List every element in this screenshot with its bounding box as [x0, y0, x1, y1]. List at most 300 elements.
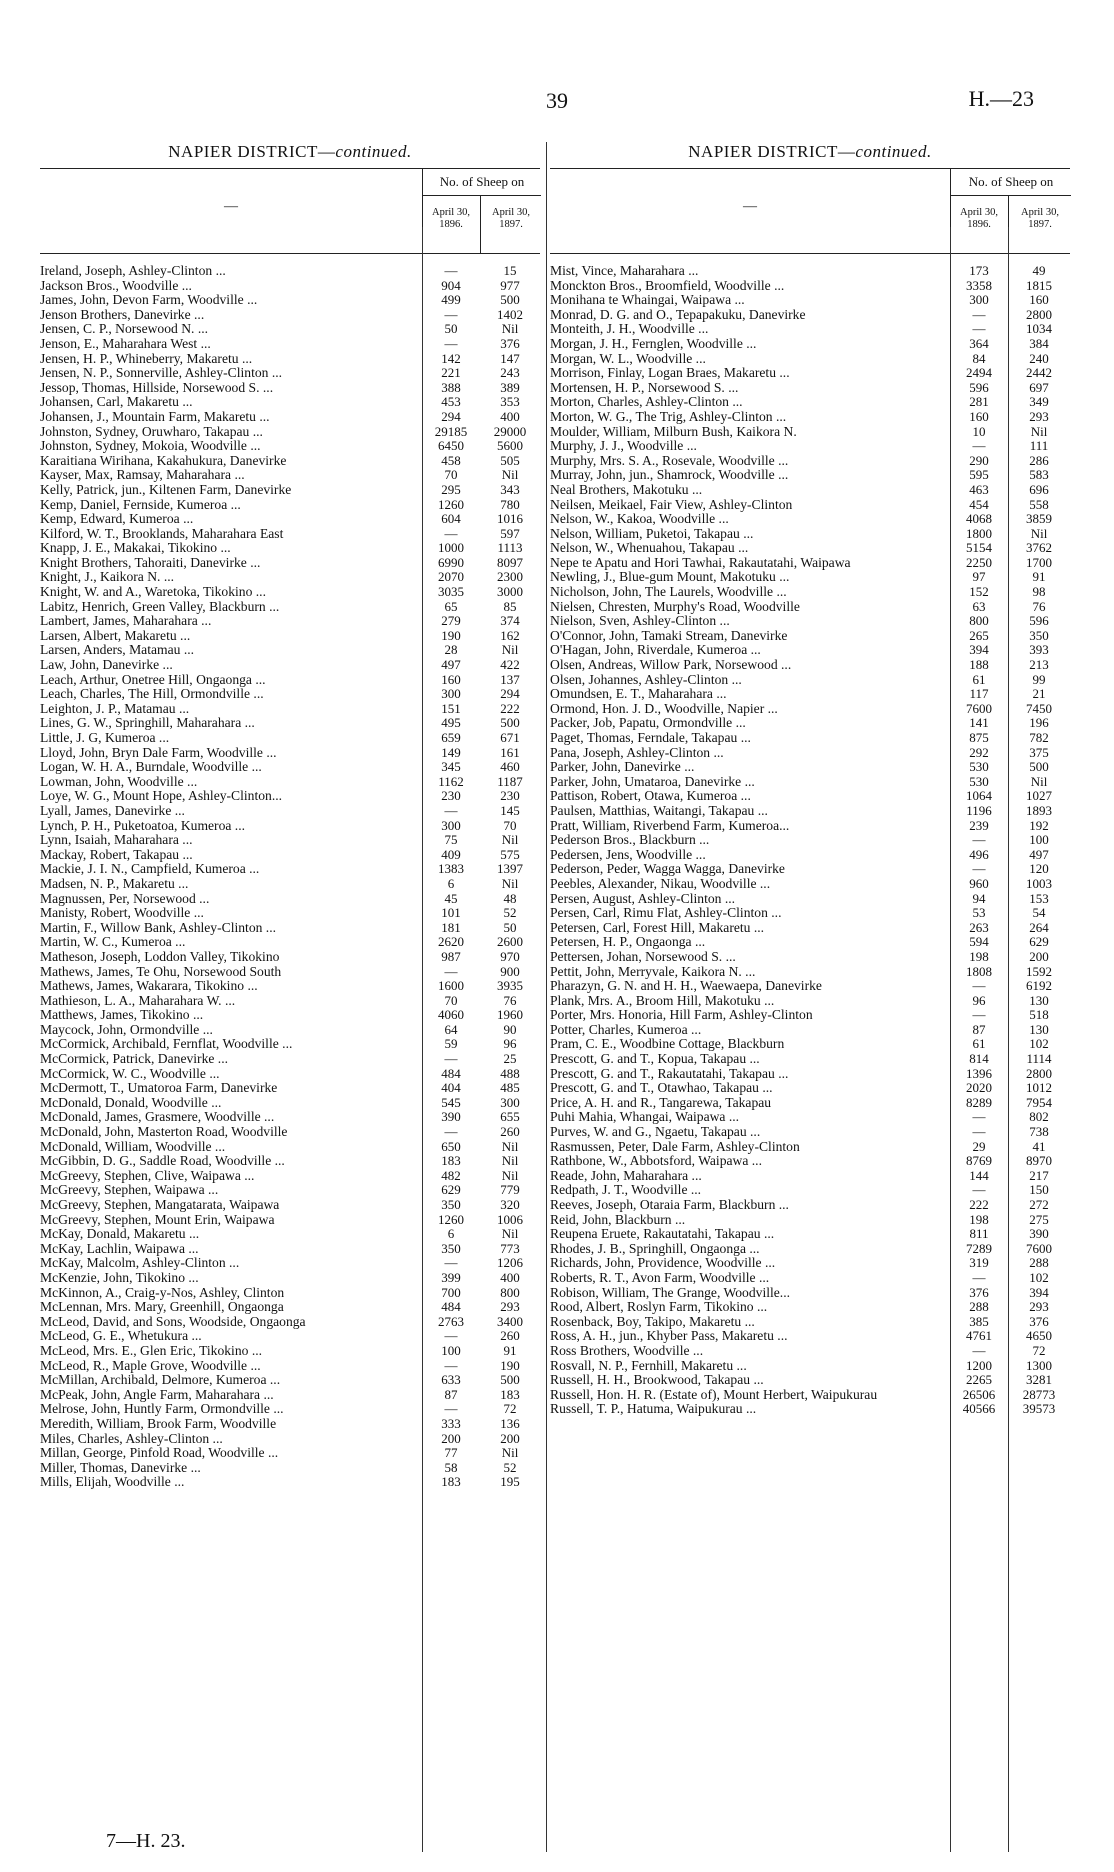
row-value-1897: Nil: [1030, 525, 1048, 541]
row-value-1897: 376: [500, 335, 520, 351]
row-name: Rasmussen, Peter, Dale Farm, Ashley-Clinton: [550, 1139, 800, 1154]
row-value-1896: 2020: [966, 1080, 992, 1096]
row-value-1896: 29185: [434, 423, 468, 439]
table-row: [40, 410, 540, 425]
table-row: [550, 789, 1070, 804]
footnote: 7—H. 23.: [106, 1830, 186, 1852]
row-name: Pram, C. E., Woodbine Cottage, Blackburn: [550, 1037, 785, 1052]
row-value-1896: 8289: [966, 1094, 992, 1110]
row-value-1897: 2800: [1026, 1065, 1052, 1081]
row-name: Kemp, Daniel, Fernside, Kumeroa ...: [40, 497, 241, 512]
row-value-1897: 422: [500, 657, 520, 673]
table-row: [550, 1067, 1070, 1082]
row-name: Meredith, William, Brook Farm, Woodville: [40, 1416, 277, 1431]
table-row: [40, 395, 540, 410]
row-name: McLennan, Mrs. Mary, Greenhill, Ongaonga: [40, 1300, 284, 1315]
row-name: Johnston, Sydney, Mokoia, Woodville ...: [40, 439, 261, 454]
table-row: [40, 1286, 540, 1301]
row-name: Manisty, Robert, Woodville ...: [40, 906, 204, 921]
row-value-1897: 800: [500, 1284, 520, 1300]
row-value-1897: 52: [503, 1459, 517, 1475]
row-value-1896: 141: [969, 715, 989, 731]
row-value-1896: 333: [441, 1415, 461, 1431]
table-row: [550, 950, 1070, 965]
row-value-1897: 8097: [497, 554, 523, 570]
table-row: [40, 935, 540, 950]
row-value-1896: 10: [972, 423, 986, 439]
table-row: [550, 1037, 1070, 1052]
row-value-1896: 53: [972, 905, 986, 921]
table-row: [40, 1125, 540, 1140]
row-value-1897: 7600: [1026, 1240, 1052, 1256]
row-name: Ross Brothers, Woodville ...: [550, 1343, 704, 1358]
row-value-1897: 102: [1029, 1269, 1049, 1285]
row-name: McCormick, Archibald, Fernflat, Woodville ...: [40, 1037, 293, 1052]
row-name: Redpath, J. T., Woodville ...: [550, 1183, 702, 1198]
row-value-1897: 91: [1032, 569, 1046, 585]
row-value-1896: 454: [969, 496, 989, 512]
row-name: Knight, W. and A., Waretoka, Tikokino ...: [40, 585, 266, 600]
row-value-1897: 597: [500, 525, 520, 541]
table-row: [40, 541, 540, 556]
row-value-1896: 399: [441, 1269, 461, 1285]
table-row: [550, 468, 1070, 483]
row-value-1897: 183: [500, 1386, 520, 1402]
row-value-1897: 195: [500, 1474, 520, 1490]
row-value-1897: 4650: [1026, 1328, 1052, 1344]
table-row: [40, 1008, 540, 1023]
row-value-1897: 1006: [497, 1211, 523, 1227]
row-value-1896: 1260: [438, 496, 464, 512]
row-name: Nielsen, Chresten, Murphy's Road, Woodville: [550, 599, 800, 614]
row-value-1896: 1800: [966, 525, 992, 541]
table-row: [550, 366, 1070, 381]
row-value-1896: 70: [444, 992, 458, 1008]
right-year2: April 30, 1897.: [1008, 196, 1071, 253]
row-value-1896: 814: [969, 1051, 989, 1067]
row-name: Pana, Joseph, Ashley-Clinton ...: [550, 745, 724, 760]
table-row: [550, 381, 1070, 396]
row-value-1896: —: [972, 1342, 986, 1358]
row-value-1896: —: [444, 1255, 458, 1271]
row-name: Persen, Carl, Rimu Flat, Ashley-Clinton ...: [550, 906, 782, 921]
row-value-1897: 3762: [1026, 540, 1052, 556]
table-row: [40, 848, 540, 863]
row-value-1896: 279: [441, 613, 461, 629]
table-row: [40, 468, 540, 483]
table-row: [40, 1329, 540, 1344]
row-name: Johansen, J., Mountain Farm, Makaretu ...: [40, 409, 270, 424]
row-name: Miller, Thomas, Danevirke ...: [40, 1460, 201, 1475]
row-value-1896: 811: [969, 1226, 989, 1242]
row-value-1896: 2250: [966, 554, 992, 570]
row-name: McDonald, William, Woodville ...: [40, 1139, 226, 1154]
row-value-1897: 150: [1029, 1182, 1049, 1198]
row-value-1896: 292: [969, 744, 989, 760]
row-value-1896: 629: [441, 1182, 461, 1198]
row-value-1896: 496: [969, 846, 989, 862]
table-row: [550, 1198, 1070, 1213]
table-row: [40, 1446, 540, 1461]
row-name: McKay, Malcolm, Ashley-Clinton ...: [40, 1256, 240, 1271]
row-name: Packer, Job, Papatu, Ormondville ...: [550, 716, 746, 731]
row-name: McKenzie, John, Tikokino ...: [40, 1270, 199, 1285]
row-value-1896: 200: [441, 1430, 461, 1446]
row-value-1896: —: [972, 438, 986, 454]
row-value-1896: 319: [969, 1255, 989, 1271]
row-value-1896: 198: [969, 948, 989, 964]
row-name: Madsen, N. P., Makaretu ...: [40, 876, 189, 891]
table-row: [40, 833, 540, 848]
row-name: Jenson, E., Maharahara West ...: [40, 336, 211, 351]
table-row: [550, 1052, 1070, 1067]
row-name: McLeod, G. E., Whetukura ...: [40, 1329, 202, 1344]
table-row: [550, 1271, 1070, 1286]
table-row: [550, 1169, 1070, 1184]
row-value-1897: 54: [1032, 905, 1046, 921]
table-row: [550, 527, 1070, 542]
table-row: [40, 1023, 540, 1038]
row-value-1896: 63: [972, 598, 986, 614]
row-name: McKay, Lachlin, Waipawa ...: [40, 1241, 199, 1256]
row-name: Omundsen, E. T., Maharahara ...: [550, 687, 727, 702]
table-row: [550, 425, 1070, 440]
row-name: Persen, August, Ashley-Clinton ...: [550, 891, 736, 906]
row-value-1896: 7289: [966, 1240, 992, 1256]
row-value-1896: 6: [447, 1226, 455, 1242]
table-row: [550, 1140, 1070, 1155]
row-value-1897: 697: [1029, 379, 1049, 395]
table-row: [550, 541, 1070, 556]
row-name: Knapp, J. E., Makakai, Tikokino ...: [40, 541, 231, 556]
row-name: Rosvall, N. P., Fernhill, Makaretu ...: [550, 1358, 747, 1373]
table-row: [40, 527, 540, 542]
row-name: Mathieson, L. A., Maharahara W. ...: [40, 993, 236, 1008]
row-value-1896: 263: [969, 919, 989, 935]
row-name: McLeod, David, and Sons, Woodside, Ongaonga: [40, 1314, 306, 1329]
table-row: [40, 658, 540, 673]
left-year1: April 30, 1896.: [432, 207, 470, 230]
row-name: Pattison, Robert, Otawa, Kumeroa ...: [550, 789, 751, 804]
row-name: Paget, Thomas, Ferndale, Takapau ...: [550, 731, 751, 745]
row-name: Jackson Bros., Woodville ...: [40, 278, 192, 293]
row-name: Reupena Eruete, Rakautatahi, Takapau ...: [550, 1227, 775, 1242]
row-name: Labitz, Henrich, Green Valley, Blackburn ...: [40, 599, 280, 614]
row-value-1897: 500: [500, 715, 520, 731]
table-row: [40, 1067, 540, 1082]
row-value-1896: 29: [972, 1138, 986, 1154]
row-value-1896: 6450: [438, 438, 464, 454]
row-value-1897: 160: [1029, 292, 1049, 308]
row-value-1897: 655: [500, 1109, 520, 1125]
row-name: Monteith, J. H., Woodville ...: [550, 322, 709, 337]
table-row: [40, 352, 540, 367]
row-name: Reeves, Joseph, Otaraia Farm, Blackburn ...: [550, 1198, 789, 1212]
row-value-1896: 101: [441, 905, 461, 921]
row-value-1897: 91: [503, 1342, 517, 1358]
table-row: [40, 1315, 540, 1330]
row-value-1896: —: [444, 1357, 458, 1373]
row-value-1897: 343: [500, 481, 520, 497]
row-value-1896: 75: [444, 832, 458, 848]
row-name: Johnston, Sydney, Oruwharo, Takapau ...: [40, 424, 263, 439]
row-name: Petersen, Carl, Forest Hill, Makaretu ...: [550, 920, 765, 935]
row-value-1896: 1383: [438, 861, 464, 877]
row-name: McGibbin, D. G., Saddle Road, Woodville ...: [40, 1154, 285, 1169]
row-name: Kemp, Edward, Kumeroa ...: [40, 512, 194, 527]
table-row: [550, 1213, 1070, 1228]
row-value-1896: 100: [441, 1342, 461, 1358]
row-name: Porter, Mrs. Honoria, Hill Farm, Ashley-Clinton: [550, 1008, 813, 1023]
row-value-1896: 97: [972, 569, 986, 585]
left-heading: [40, 142, 540, 164]
table-row: [550, 804, 1070, 819]
table-row: [550, 629, 1070, 644]
row-value-1896: —: [444, 1328, 458, 1344]
row-name: Lambert, James, Maharahara ...: [40, 614, 212, 629]
table-row: [550, 410, 1070, 425]
table-row: [40, 1271, 540, 1286]
row-name: McGreevy, Stephen, Waipawa ...: [40, 1183, 219, 1198]
row-value-1896: 117: [969, 686, 989, 702]
right-table-header: [550, 168, 1070, 254]
row-value-1896: —: [972, 832, 986, 848]
row-value-1896: 2265: [966, 1372, 992, 1388]
row-value-1896: 495: [441, 715, 461, 731]
row-name: Ireland, Joseph, Ashley-Clinton ...: [40, 264, 226, 278]
row-value-1896: 5154: [966, 540, 992, 556]
row-value-1896: —: [972, 1007, 986, 1023]
row-value-1896: 1196: [966, 802, 992, 818]
row-value-1897: 1815: [1026, 277, 1052, 293]
row-value-1896: —: [972, 1109, 986, 1125]
row-value-1897: 98: [1032, 584, 1046, 600]
table-row: [550, 1110, 1070, 1125]
row-value-1896: 404: [441, 1080, 461, 1096]
row-value-1896: 960: [969, 875, 989, 891]
row-name: Ormond, Hon. J. D., Woodville, Napier ...: [550, 701, 778, 716]
table-row: [40, 1169, 540, 1184]
table-row: [550, 1081, 1070, 1096]
row-value-1896: 350: [441, 1197, 461, 1212]
row-value-1897: 3935: [497, 978, 523, 994]
row-value-1897: 15: [503, 263, 517, 278]
table-row: [40, 498, 540, 513]
table-row: [550, 716, 1070, 731]
table-row: [40, 1052, 540, 1067]
row-name: Russell, H. H., Brookwood, Takapau ...: [550, 1373, 764, 1388]
row-value-1896: 173: [969, 263, 989, 278]
row-name: Nepe te Apatu and Hori Tawhai, Rakautatahi, Waipawa: [550, 555, 851, 570]
row-name: Mills, Elijah, Woodville ...: [40, 1475, 185, 1490]
row-value-1896: 4068: [966, 511, 992, 527]
row-value-1896: 595: [969, 467, 989, 483]
row-name: McDonald, James, Grasmere, Woodville ...: [40, 1110, 275, 1125]
table-row: [40, 1417, 540, 1432]
row-name: Morton, W. G., The Trig, Ashley-Clinton ...: [550, 409, 787, 424]
row-value-1896: 4761: [966, 1328, 992, 1344]
row-name: McKay, Donald, Makaretu ...: [40, 1227, 200, 1242]
row-value-1897: 7954: [1026, 1094, 1052, 1110]
row-value-1896: 281: [969, 394, 989, 410]
table-row: [40, 950, 540, 965]
table-row: [40, 1256, 540, 1271]
row-name: Russell, T. P., Hatuma, Waipukurau ...: [550, 1402, 757, 1417]
table-row: [550, 600, 1070, 615]
table-row: [550, 1344, 1070, 1359]
table-row: [550, 279, 1070, 294]
row-name: McMillan, Archibald, Delmore, Kumeroa ...: [40, 1373, 281, 1388]
table-row: [550, 1256, 1070, 1271]
row-value-1897: 190: [500, 1357, 520, 1373]
row-value-1897: 1960: [497, 1007, 523, 1023]
row-value-1896: 364: [969, 335, 989, 351]
row-value-1897: 222: [500, 700, 520, 716]
table-row: [550, 395, 1070, 410]
table-row: [550, 965, 1070, 980]
row-value-1896: 800: [969, 613, 989, 629]
row-name: Morrison, Finlay, Logan Braes, Makaretu ...: [550, 366, 790, 381]
row-name: Murray, John, jun., Shamrock, Woodville ...: [550, 468, 789, 483]
table-row: [550, 1125, 1070, 1140]
row-value-1897: 376: [1029, 1313, 1049, 1329]
table-row: [40, 279, 540, 294]
table-row: [40, 994, 540, 1009]
row-value-1896: 2070: [438, 569, 464, 585]
table-row: [550, 1315, 1070, 1330]
row-value-1897: 137: [500, 671, 520, 687]
row-value-1897: 76: [1032, 598, 1046, 614]
table-row: [40, 1037, 540, 1052]
row-value-1897: 802: [1029, 1109, 1049, 1125]
row-value-1897: 400: [500, 408, 520, 424]
row-name: Morgan, W. L., Woodville ...: [550, 351, 706, 366]
row-value-1897: 5600: [497, 438, 523, 454]
row-value-1896: 8769: [966, 1153, 992, 1169]
table-row: [40, 804, 540, 819]
row-value-1896: 94: [972, 890, 986, 906]
table-row: [40, 1242, 540, 1257]
row-value-1897: 583: [1029, 467, 1049, 483]
row-name: Prescott, G. and T., Kopua, Takapau ...: [550, 1052, 760, 1067]
row-value-1896: 87: [972, 1021, 986, 1037]
row-value-1896: 350: [441, 1240, 461, 1256]
row-name: Lines, G. W., Springhill, Maharahara ...: [40, 716, 255, 731]
row-name: Moulder, William, Milburn Bush, Kaikora N.: [550, 424, 797, 439]
table-row: [550, 731, 1070, 746]
row-name: McDonald, Donald, Woodville ...: [40, 1095, 222, 1110]
row-name: McGreevy, Stephen, Mount Erin, Waipawa: [40, 1212, 275, 1227]
row-value-1896: —: [444, 1124, 458, 1140]
row-value-1897: Nil: [501, 1167, 519, 1183]
row-value-1896: 70: [444, 467, 458, 483]
row-name: Pedersen, Jens, Woodville ...: [550, 847, 706, 862]
row-name: Reade, John, Maharahara ...: [550, 1168, 702, 1183]
row-value-1897: Nil: [501, 642, 519, 658]
row-value-1897: Nil: [1030, 773, 1048, 789]
row-value-1896: 484: [441, 1065, 461, 1081]
row-value-1896: 1064: [966, 788, 992, 804]
row-name: Parker, John, Umataroa, Danevirke ...: [550, 774, 755, 789]
table-row: [40, 1213, 540, 1228]
row-value-1896: 149: [441, 744, 461, 760]
row-value-1896: 1200: [966, 1357, 992, 1373]
row-name: Lowman, John, Woodville ...: [40, 774, 198, 789]
row-value-1896: 458: [441, 452, 461, 468]
row-value-1897: 3400: [497, 1313, 523, 1329]
row-value-1897: 260: [500, 1328, 520, 1344]
row-value-1897: 145: [500, 802, 520, 818]
row-name: Purves, W. and G., Ngaetu, Takapau ...: [550, 1125, 761, 1140]
row-value-1897: 28773: [1022, 1386, 1056, 1402]
row-name: McKinnon, A., Craig-y-Nos, Ashley, Clinton: [40, 1285, 285, 1300]
row-name: Matheson, Joseph, Loddon Valley, Tikokino: [40, 949, 280, 964]
table-row: [40, 629, 540, 644]
row-name: O'Hagan, John, Riverdale, Kumeroa ...: [550, 643, 761, 658]
row-value-1896: 181: [441, 919, 461, 935]
row-name: Law, John, Danevirke ...: [40, 658, 173, 673]
row-name: Jensen, N. P., Sonnerville, Ashley-Clinton ...: [40, 366, 283, 381]
row-name: Mackie, J. I. N., Campfield, Kumeroa ...: [40, 862, 260, 877]
row-value-1896: 221: [441, 365, 461, 381]
row-value-1897: 779: [500, 1182, 520, 1198]
table-row: [40, 643, 540, 658]
row-name: Monckton Bros., Broomfield, Woodville ...: [550, 278, 785, 293]
row-name: O'Connor, John, Tamaki Stream, Danevirke: [550, 628, 788, 643]
row-value-1896: 239: [969, 817, 989, 833]
table-row: [40, 337, 540, 352]
row-name: Monrad, D. G. and O., Tepapakuku, Danevirke: [550, 307, 806, 322]
row-value-1897: 1003: [1026, 875, 1052, 891]
table-row: [550, 862, 1070, 877]
row-value-1896: 294: [441, 408, 461, 424]
row-value-1897: 350: [1029, 627, 1049, 643]
row-value-1897: 72: [503, 1401, 517, 1417]
row-name: Nelson, W., Kakoa, Woodville ...: [550, 512, 729, 527]
table-row: [550, 498, 1070, 513]
row-value-1897: 488: [500, 1065, 520, 1081]
row-value-1897: 130: [1029, 992, 1049, 1008]
row-name: McCormick, Patrick, Danevirke ...: [40, 1052, 228, 1067]
row-value-1897: 70: [503, 817, 517, 833]
row-value-1897: 192: [1029, 817, 1049, 833]
table-row: [40, 366, 540, 381]
row-value-1897: 272: [1029, 1197, 1049, 1212]
row-name: Mathews, James, Wakarara, Tikokino ...: [40, 979, 258, 994]
table-row: [550, 702, 1070, 717]
row-value-1897: 460: [500, 759, 520, 775]
row-value-1897: 243: [500, 365, 520, 381]
row-value-1897: 558: [1029, 496, 1049, 512]
row-value-1897: 293: [1029, 1299, 1049, 1315]
right-value-rule-1: [950, 227, 951, 1852]
row-name: McGreevy, Stephen, Mangatarata, Waipawa: [40, 1198, 280, 1212]
row-value-1897: 120: [1029, 861, 1049, 877]
table-row: [550, 848, 1070, 863]
table-row: [40, 1402, 540, 1417]
row-value-1896: —: [444, 306, 458, 322]
left-header-dash: —: [224, 199, 238, 214]
table-row: [40, 716, 540, 731]
row-value-1897: Nil: [501, 832, 519, 848]
row-value-1897: 1012: [1026, 1080, 1052, 1096]
table-row: [550, 1373, 1070, 1388]
row-value-1897: 162: [500, 627, 520, 643]
row-value-1897: 2600: [497, 934, 523, 950]
row-value-1896: 875: [969, 730, 989, 745]
table-row: [40, 1373, 540, 1388]
row-name: Neilsen, Meikael, Fair View, Ashley-Clinton: [550, 497, 793, 512]
